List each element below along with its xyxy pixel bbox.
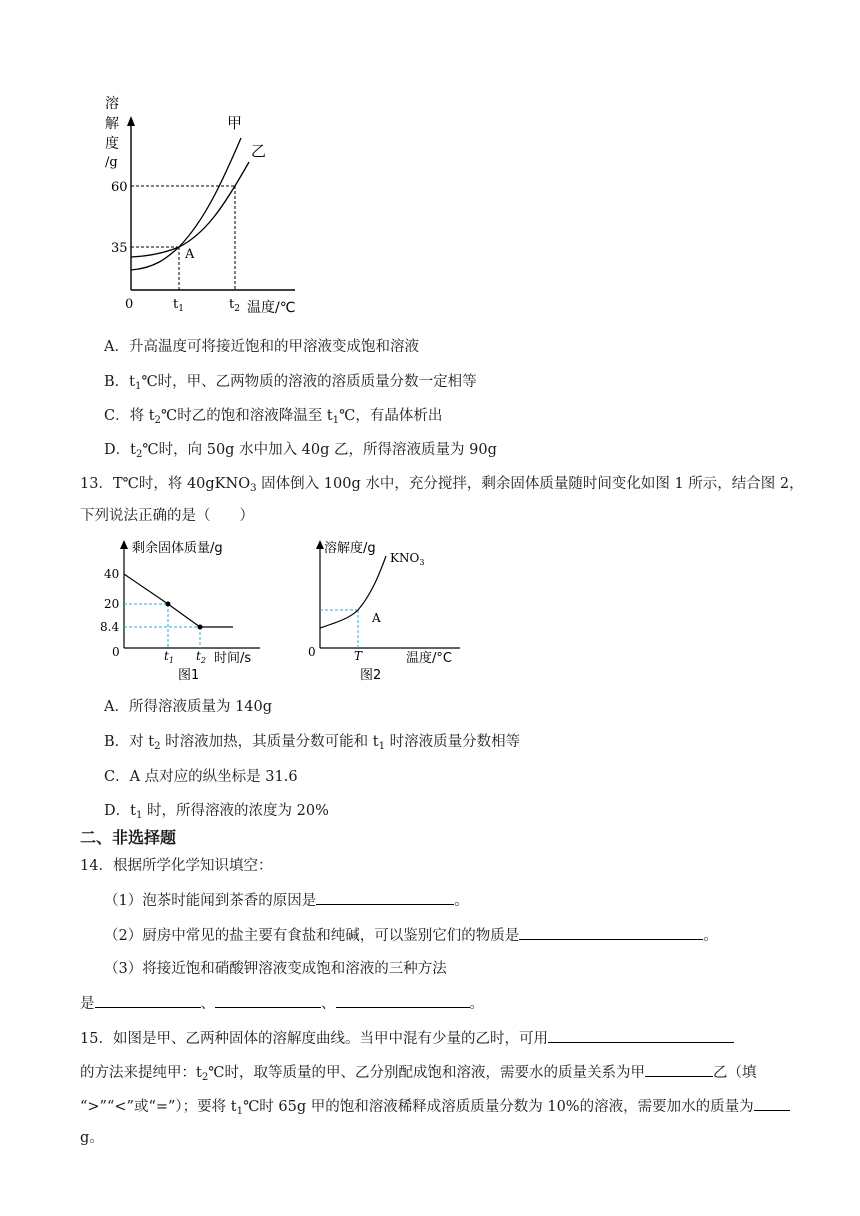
q15-blank-1[interactable] [548, 1028, 734, 1043]
q12-series-jia-label: 甲 [227, 114, 243, 132]
q13-option-c: C．A 点对应的纵坐标是 31.6 [104, 769, 298, 785]
fig1-ytick-8.4: 8.4 [100, 620, 120, 634]
q15-blank-3[interactable] [754, 1096, 790, 1111]
fig1-xtick-t2: $t_2$ [196, 649, 206, 665]
q13-option-b: B．对 $t_2$ 时溶液加热，其质量分数可能和 $t_1$ 时溶液质量分数相等 [104, 734, 521, 752]
q13-figure1 [100, 536, 280, 686]
fig1-ytick-40: 40 [104, 567, 120, 581]
fig2-xlabel: 温度/°C [406, 651, 452, 666]
fig2-point-A: A [372, 611, 381, 625]
q14-blank-4[interactable] [215, 993, 321, 1008]
q15-line3: “>”“<”或“=”）；要将 $t_1℃$时 65g 甲的饱和溶液稀释成溶质质量分数为 10%的溶液，需要加水的质量为 [80, 1096, 790, 1117]
q12-yunit: /g [105, 155, 118, 170]
q12-ylabel-char-2: 解 [105, 116, 119, 132]
q12-xlabel: 温度/℃ [247, 300, 296, 316]
fig1-xlabel: 时间/s [214, 651, 252, 666]
q12-curve-yi [131, 162, 249, 257]
q12-series-yi-label: 乙 [251, 142, 267, 160]
q15-line4: g。 [80, 1130, 104, 1146]
q13-option-a: A．所得溶液质量为 140g [104, 699, 273, 715]
fig1-ytick-20: 20 [104, 597, 120, 611]
q14-blank-3[interactable] [95, 993, 201, 1008]
fig1-point-t1 [166, 602, 171, 607]
q14-stem: 14．根据所学化学知识填空： [80, 858, 273, 874]
fig2-series-label: $KNO_3$ [390, 551, 425, 567]
q14-part2: （2）厨房中常见的盐主要有食盐和纯碱，可以鉴别它们的物质是 。 [104, 925, 718, 946]
fig2-y-arrow [316, 540, 324, 549]
fig1-xtick-t1: $t_1$ [164, 649, 174, 665]
fig1-ylabel: 剩余固体质量/g [132, 541, 223, 556]
q12-y-arrow [127, 116, 135, 126]
q12-option-d: D．$t_2℃$时，向 50g 水中加入 40g 乙，所得溶液质量为 90g [104, 442, 497, 460]
fig2-xtick-T: T [354, 649, 363, 663]
q15-line2: 的方法来提纯甲：$t_2℃$时，取等质量的甲、乙分别配成饱和溶液，需要水的质量关系为甲 乙（填 [80, 1062, 757, 1083]
fig1-line [124, 574, 233, 627]
q13-option-d: D．$t_1$ 时，所得溶液的浓度为 20% [104, 803, 329, 821]
q12-ytick-35: 35 [111, 241, 128, 256]
q12-solubility-chart [95, 90, 315, 320]
q12-ylabel-char-3: 度 [105, 136, 119, 152]
section-heading: 二、非选择题 [80, 828, 177, 847]
q12-origin: 0 [125, 297, 134, 312]
q14-part1: （1）泡茶时能闻到茶香的原因是 。 [104, 890, 469, 911]
q12-option-c: C．将 $t_2℃$时乙的饱和溶液降温至 $t_1℃$，有晶体析出 [104, 408, 443, 426]
q12-xtick-t2: $t_2$ [229, 297, 240, 314]
q12-option-b: B．$t_1℃$时，甲、乙两物质的溶液的溶质质量分数一定相等 [104, 374, 477, 392]
q14-blank-1[interactable] [316, 890, 454, 905]
fig1-caption: 图1 [178, 668, 200, 683]
fig2-ylabel: 溶解度/g [324, 541, 376, 556]
fig2-caption: 图2 [360, 668, 382, 683]
q12-ylabel-char-1: 溶 [105, 96, 119, 112]
q15-blank-2[interactable] [645, 1062, 713, 1077]
q13-stem-line2: 下列说法正确的是（ ） [80, 508, 254, 524]
fig1-y-arrow [120, 540, 128, 549]
q12-ytick-60: 60 [111, 180, 128, 195]
fig2-origin: 0 [308, 645, 316, 659]
q14-blank-2[interactable] [519, 925, 703, 940]
fig1-origin: 0 [112, 645, 120, 659]
q14-part3: （3）将接近饱和硝酸钾溶液变成饱和溶液的三种方法 [104, 961, 447, 977]
q13-figure2 [300, 536, 480, 686]
q15-line1: 15．如图是甲、乙两种固体的溶解度曲线。当甲中混有少量的乙时，可用 [80, 1028, 734, 1049]
q14-part3-line2: 是 、 、 。 [80, 993, 484, 1014]
q12-option-a: A．升高温度可将接近饱和的甲溶液变成饱和溶液 [104, 339, 419, 355]
q12-xtick-t1: $t_1$ [173, 297, 184, 314]
q12-point-A: A [185, 247, 195, 262]
q14-blank-5[interactable] [336, 993, 470, 1008]
fig1-point-t2 [198, 625, 203, 630]
q13-stem-line1: 13．T℃时，将 40gKNO$_3$ 固体倒入 100g 水中，充分搅拌，剩余固体质量随时间变化如图 1 所示，结合图 2， [80, 476, 804, 494]
